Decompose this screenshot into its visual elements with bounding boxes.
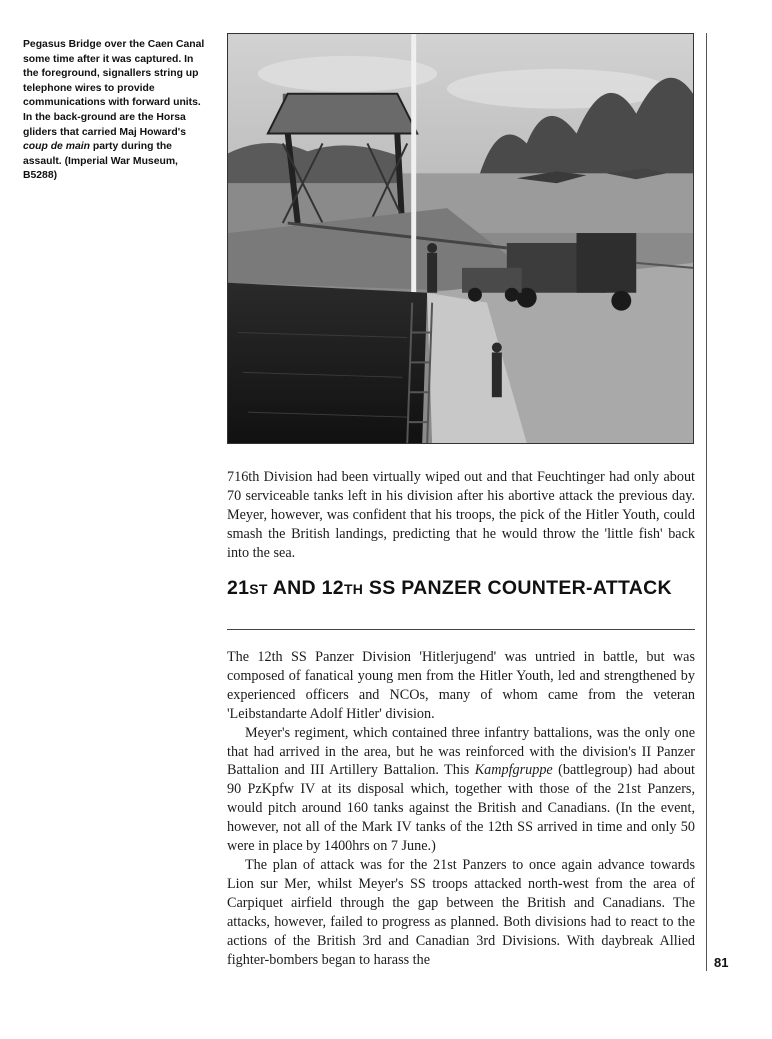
opening-paragraph-text: 716th Division had been virtually wiped out and that Feuchtinger had only about 70 serviceable tanks left in his division after his abortive attack the previous day. Meyer, however, was confident that his troops, the pick of the Hitler Youth, could smash the British landings, predicting that he would throw the 'little fish' back into the sea.	[227, 469, 695, 561]
heading-suffix1: ST	[249, 581, 268, 597]
body-text	[227, 648, 695, 969]
heading-suffix2: TH	[343, 581, 364, 597]
page-number: 81	[714, 955, 729, 970]
heading-num2: 12	[321, 577, 344, 599]
photo-caption	[23, 38, 205, 184]
heading-rest: SS PANZER COUNTER-ATTACK	[363, 577, 672, 599]
photo-image	[228, 34, 693, 443]
body-paragraph-2-italic: Kampfgruppe	[474, 762, 553, 779]
opening-paragraph	[227, 468, 695, 563]
caption-italic: coup de main	[23, 141, 90, 153]
section-heading	[227, 577, 697, 600]
body-paragraph-2	[227, 724, 695, 856]
body-paragraph-2a: Meyer's regiment, which contained three infantry battalions, was the only one that had arrived in the area, but he was reinforced with the division's II Panzer Battalion and III Artillery Battalion. This	[227, 724, 695, 779]
body-paragraph-3: The plan of attack was for the 21st Panzers to once again advance towards Lion sur Mer, whilst Meyer's SS troops attacked north-west from the area of Carpiquet airfield through the gap between the British and Canadians. The attacks, however, failed to progress as planned. Both divisions had to react to the actions of the British 3rd and Canadian 3rd Divisions. With daybreak Allied fighter-bombers began to harass the	[227, 856, 695, 968]
bridge-photograph	[227, 33, 694, 444]
heading-mid: AND	[267, 577, 322, 599]
body-paragraph-2b: (battlegroup) had about 90 PzKpfw IV at its disposal which, together with those of the 21st Panzers, would pitch around 160 tanks against the British and Canadians. (In the event, however, not all of the Mark IV tanks of the 12th SS arrived in time and only 50 were in place by 1400hrs on 7 June.)	[227, 762, 695, 855]
caption-text-2: party during the assault. (Imperial War Museum, B5288)	[23, 141, 178, 182]
caption-text-1: Pegasus Bridge over the Caen Canal some time after it was captured. In the foreground, signallers string up telephone wires to provide communications with forward units. In the back-ground are the Horsa gliders that carried Maj Howard's	[23, 39, 205, 138]
heading-rule	[227, 629, 695, 630]
margin-rule	[706, 33, 707, 971]
heading-num1: 21	[227, 577, 250, 599]
body-paragraph-1: The 12th SS Panzer Division 'Hitlerjugend' was untried in battle, but was composed of fanatical young men from the Hitler Youth, led and strengthened by experienced officers and NCOs, many of whom came from the veteran 'Leibstandarte Adolf Hitler' division.	[227, 649, 695, 722]
